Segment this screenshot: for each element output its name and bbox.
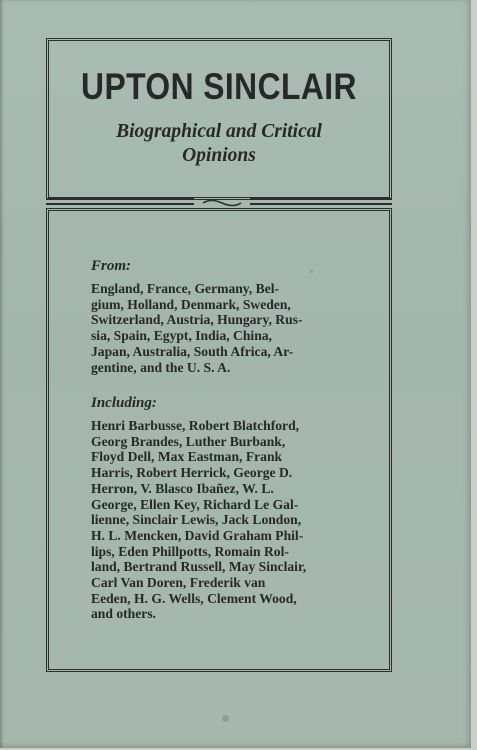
divider-rule-right [250,198,392,205]
countries-line: gentine, and the U. S. A. [91,359,231,375]
names-line: Henri Barbusse, Robert Blatchford, [91,418,300,433]
names-line: H. L. Mencken, David Graham Phil- [91,527,304,543]
divider-rule-left [46,198,194,205]
ornament-icon [201,198,243,208]
names-line: lips, Eden Phillpotts, Romain Rol- [91,543,289,559]
title-frame [46,38,392,200]
countries-paragraph [91,281,351,375]
names-line: land, Bertrand Russell, May Sinclair, [91,559,307,575]
countries-line: Switzerland, Austria, Hungary, Rus- [91,312,303,328]
names-line: George, Ellen Key, Richard Le Gal- [91,496,299,512]
names-paragraph [91,418,351,622]
names-line: and others. [91,606,156,622]
page-title: UPTON SINCLAIR [81,66,357,107]
names-line: Georg Brandes, Luther Burbank, [91,433,286,449]
including-label: Including: [91,395,157,411]
names-line: Harris, Robert Herrick, George D. [91,465,293,481]
countries-line: England, France, Germany, Bel- [91,281,280,296]
countries-line: sia, Spain, Egypt, India, China, [91,328,272,344]
countries-line: gium, Holland, Denmark, Sweden, [91,296,291,312]
names-line: lienne, Sinclair Lewis, Jack London, [91,512,302,528]
from-label: From: [91,258,132,274]
subtitle [46,120,392,168]
names-line: Eeden, H. G. Wells, Clement Wood, [91,590,297,606]
names-line: Floyd Dell, Max Eastman, Frank [91,449,283,465]
names-line: Herron, V. Blasco Ibañez, W. L. [91,480,274,496]
paper-spot [310,270,313,273]
paper-spot [222,715,229,722]
names-line: Carl Van Doren, Frederik van [91,575,266,591]
spine-shadow [0,0,4,748]
subtitle-line-1: Biographical and Critical [116,121,322,142]
subtitle-line-2: Opinions [182,145,256,166]
countries-line: Japan, Australia, South Africa, Ar- [91,343,294,359]
